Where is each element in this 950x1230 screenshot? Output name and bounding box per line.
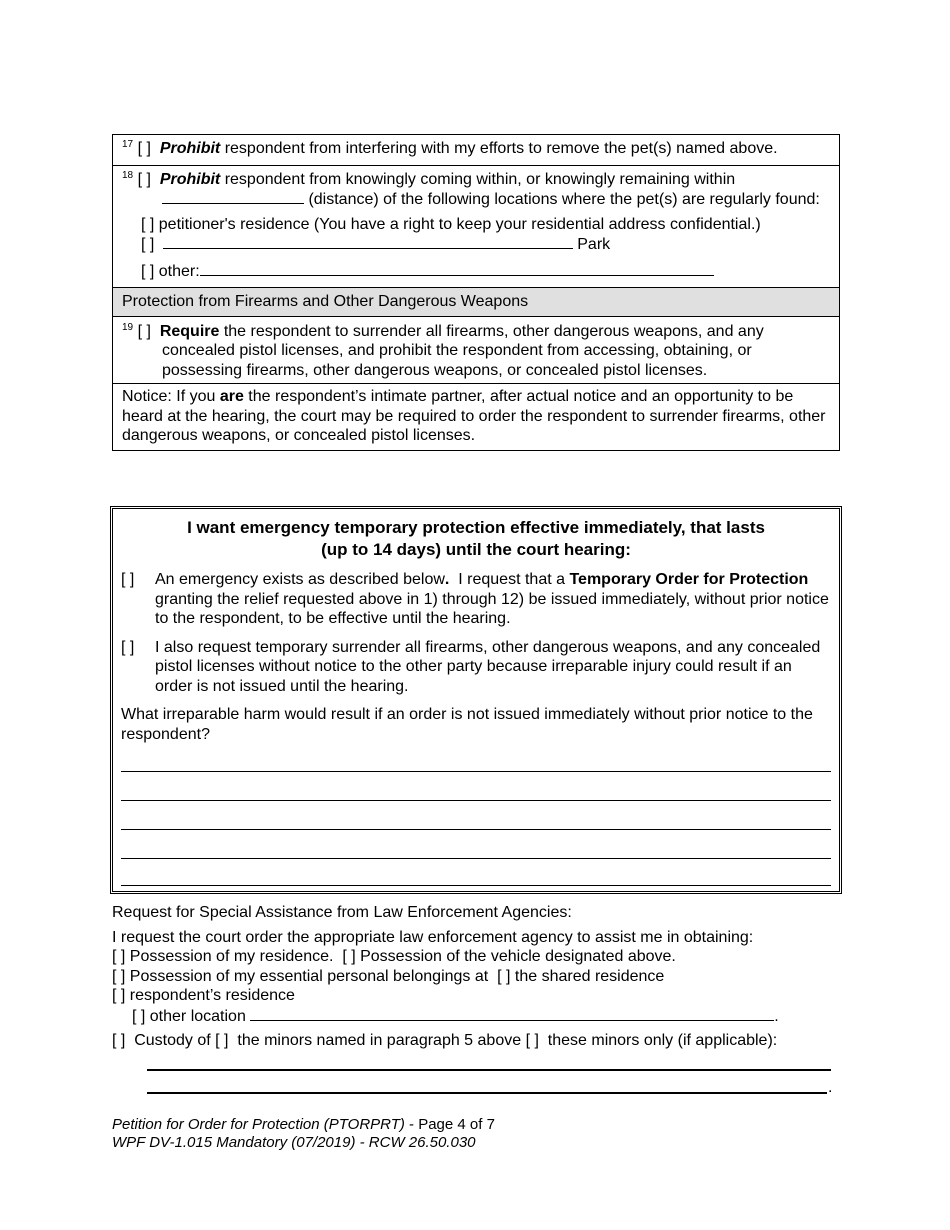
- other-location-label: [ ] other location: [132, 1007, 246, 1025]
- item-verb: Prohibit: [159, 170, 221, 188]
- emergency-option-1: [121, 570, 831, 629]
- option-other[interactable]: [122, 261, 830, 282]
- item-text: respondent from interfering with my efforts to remove the pet(s) named above.: [220, 140, 778, 157]
- firearms-notice: [113, 384, 839, 450]
- checkbox[interactable]: [ ]: [141, 236, 155, 253]
- assistance-option-other-location[interactable]: [112, 1006, 852, 1027]
- assistance-heading: Request for Special Assistance from Law Enforcement Agencies:: [112, 904, 572, 921]
- page-footer: [112, 1116, 495, 1152]
- answer-line[interactable]: [121, 858, 831, 859]
- section-heading-firearms: [113, 288, 839, 317]
- option-petitioner-residence[interactable]: [ ] petitioner's residence (You have a right to keep your residential address confidential.): [141, 215, 761, 233]
- other-field[interactable]: [200, 261, 714, 276]
- checkbox[interactable]: [ ]: [137, 322, 151, 340]
- law-enforcement-assistance: [112, 903, 852, 1096]
- other-label: [ ] other:: [141, 262, 200, 280]
- form-id: WPF DV-1.015 Mandatory (07/2019) - RCW 26.50.030: [112, 1134, 476, 1151]
- custody-option[interactable]: [ ] Custody of [ ] the minors named in paragraph 5 above [ ] these minors only (if applicable):: [112, 1032, 778, 1049]
- option-text: granting the relief requested above in 1) through 12) be issued immediately, without prior notice to the respondent, to be effective until the hearing.: [155, 590, 829, 627]
- assistance-option-belongings[interactable]: [ ] Possession of my essential personal belongings at [ ] the shared residence: [112, 967, 665, 985]
- option-text: I also request temporary surrender all firearms, other dangerous weapons, and any concealed pistol licenses without notice to the other party because irreparable injury could result if an order is not issued until the hearing.: [155, 638, 821, 695]
- period: .: [828, 1079, 833, 1096]
- park-name-field[interactable]: [163, 234, 573, 249]
- page-number: - Page 4 of 7: [404, 1116, 495, 1133]
- distance-field[interactable]: [162, 189, 304, 204]
- item-verb: Prohibit: [159, 140, 221, 157]
- period: .: [774, 1007, 779, 1025]
- answer-line[interactable]: [121, 800, 831, 801]
- notice-text: the respondent’s intimate partner, after actual notice and an opportunity to be heard at the hearing, the court may be required to order the respondent to surrender firearms, other dangerous weapons, or concealed pistol licenses.: [122, 388, 826, 444]
- assistance-option-residence-vehicle[interactable]: [ ] Possession of my residence. [ ] Possession of the vehicle designated above.: [112, 948, 676, 965]
- assistance-option-respondent-residence[interactable]: [ ] respondent’s residence: [112, 987, 295, 1004]
- option-text: I request that a: [449, 571, 570, 588]
- notice-text: Notice: If you: [122, 388, 220, 405]
- answer-line[interactable]: [121, 829, 831, 830]
- custody-line[interactable]: [147, 1092, 827, 1094]
- checkbox[interactable]: [ ]: [121, 638, 135, 656]
- other-location-field[interactable]: [250, 1006, 774, 1021]
- item-verb: Require: [159, 322, 220, 340]
- item-text: (distance) of the following locations where the pet(s) are regularly found:: [308, 191, 820, 208]
- title-line: (up to 14 days) until the court hearing:: [321, 540, 631, 559]
- requested-relief-table: [112, 134, 840, 451]
- emergency-title: [113, 517, 839, 561]
- option-park[interactable]: [122, 234, 830, 255]
- item-number: 19: [122, 321, 134, 333]
- notice-bold: are: [219, 388, 244, 405]
- custody-line[interactable]: [147, 1069, 831, 1071]
- option-dot: .: [444, 571, 450, 588]
- form-title: Petition for Order for Protection (PTORPRT): [112, 1116, 405, 1133]
- emergency-protection-box: [110, 506, 842, 894]
- item-18: [113, 166, 839, 289]
- title-line: I want emergency temporary protection effective immediately, that lasts: [187, 518, 765, 537]
- option-text: An emergency exists as described below: [155, 571, 445, 588]
- park-label: Park: [577, 236, 611, 253]
- checkbox[interactable]: [ ]: [137, 140, 151, 157]
- item-number: 18: [122, 169, 134, 181]
- order-title: Temporary Order for Protection: [569, 571, 809, 588]
- item-number: 17: [122, 139, 134, 150]
- item-19: [113, 317, 839, 385]
- item-text: the respondent to surrender all firearms, other dangerous weapons, and any concealed pistol licenses, and prohibit the respondent from accessing, obtaining, or possessing firearms, other dangerous weapons, or concealed pistol licenses.: [162, 322, 764, 379]
- item-text: respondent from knowingly coming within, or knowingly remaining within: [220, 170, 736, 188]
- emergency-option-2: [121, 638, 831, 697]
- answer-line[interactable]: [121, 771, 831, 772]
- section-title: Protection from Firearms and Other Dangerous Weapons: [122, 293, 529, 310]
- answer-line[interactable]: [121, 885, 831, 886]
- assistance-intro: I request the court order the appropriate law enforcement agency to assist me in obtaining:: [112, 928, 754, 946]
- irreparable-harm-question: What irreparable harm would result if an order is not issued immediately without prior notice to the respondent?: [121, 706, 813, 743]
- item-17: [113, 135, 839, 166]
- checkbox[interactable]: [ ]: [137, 170, 151, 188]
- checkbox[interactable]: [ ]: [121, 571, 135, 588]
